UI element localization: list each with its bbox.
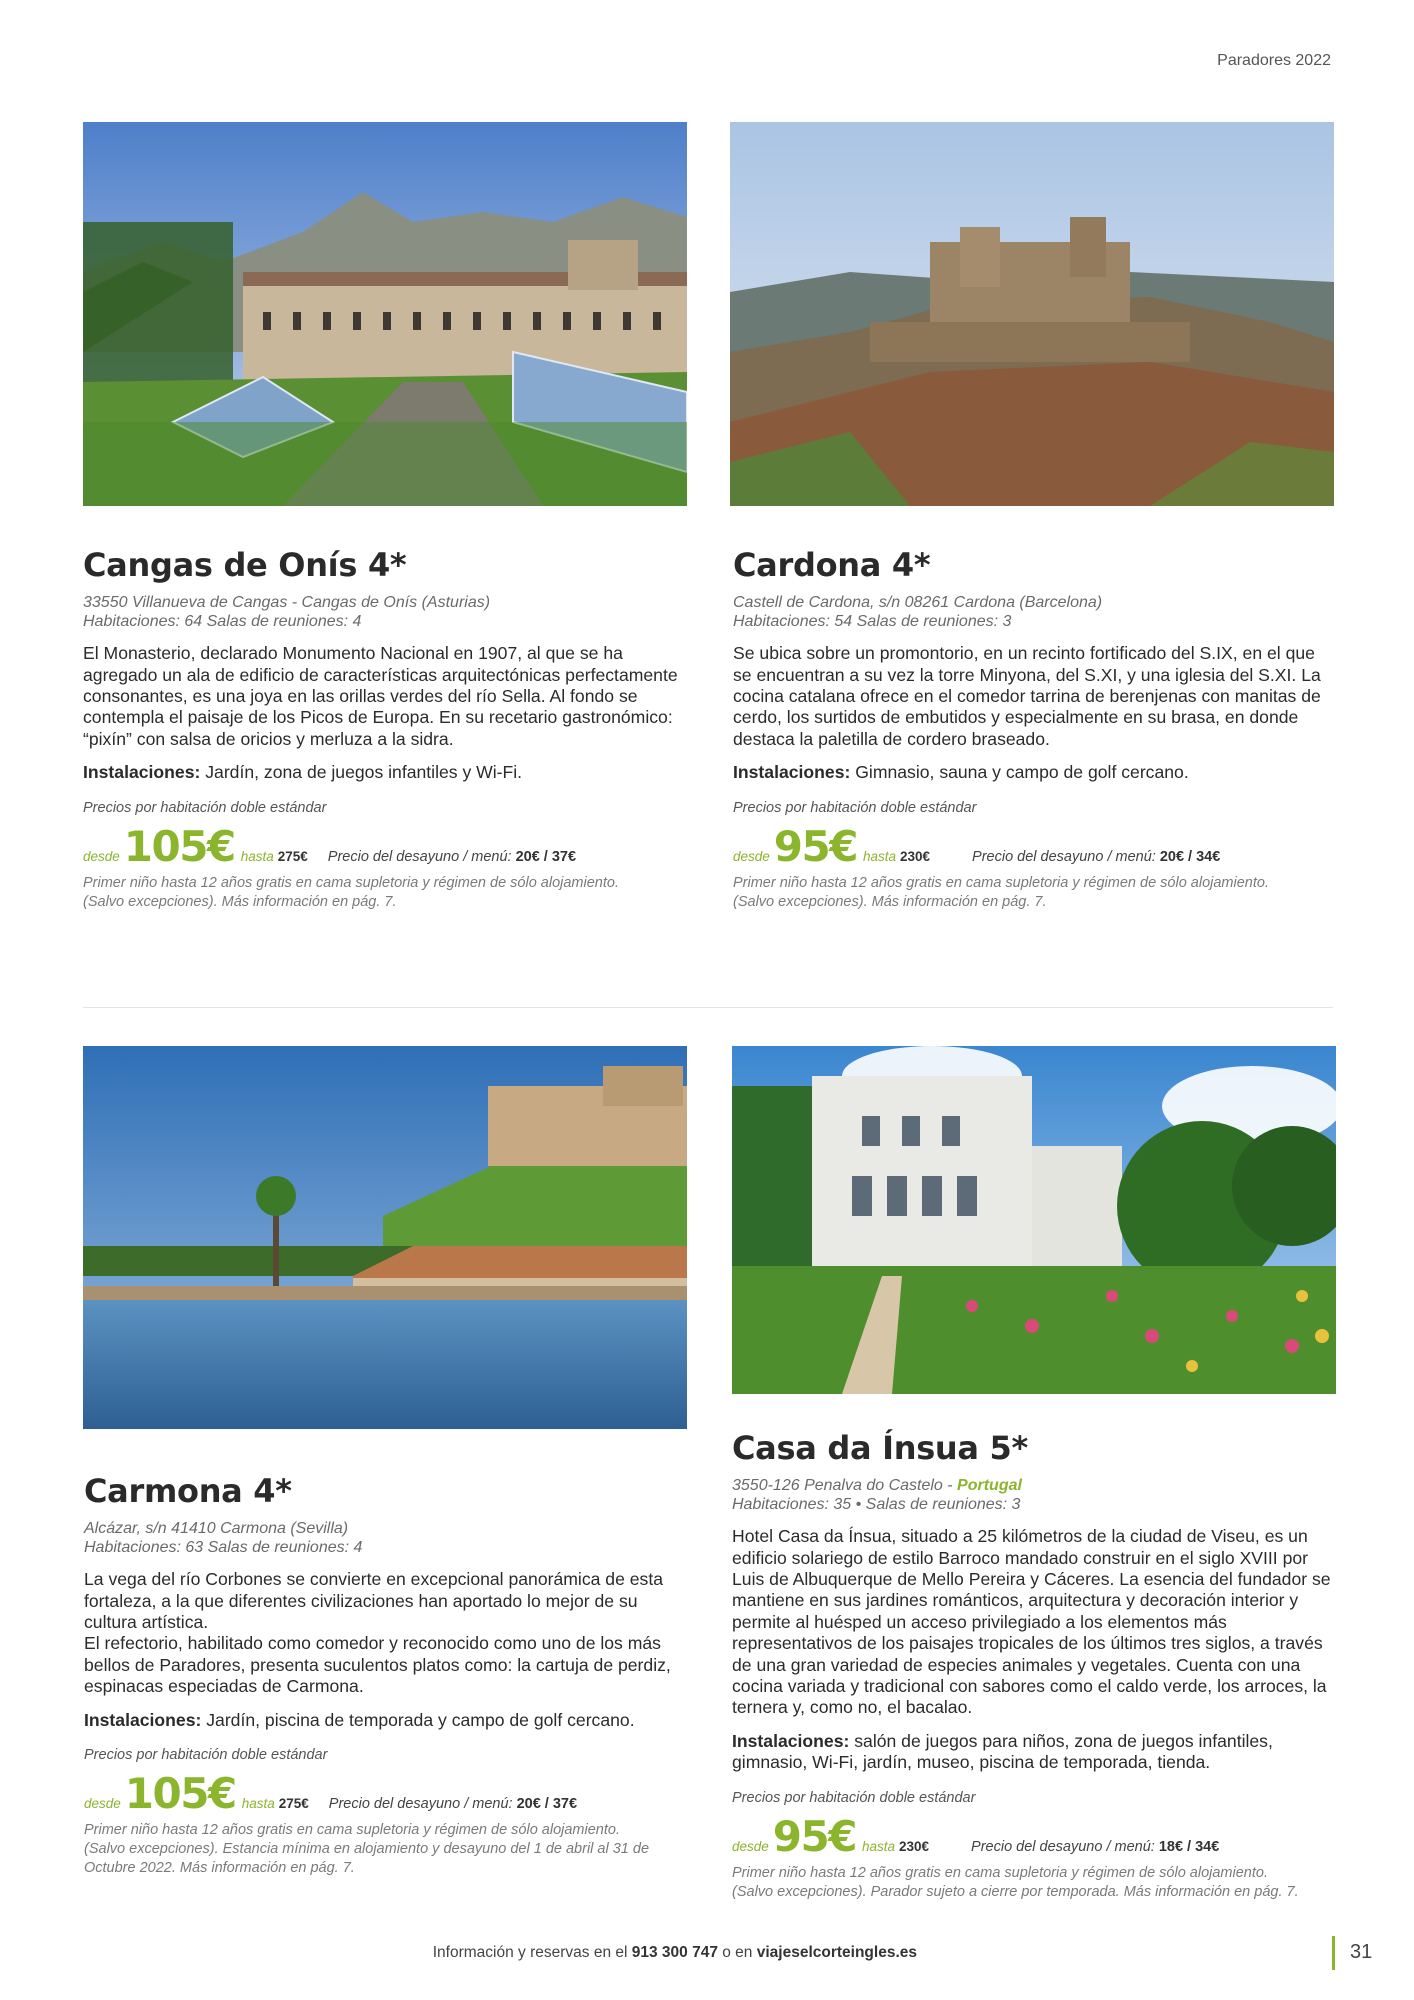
hotel-rooms: Habitaciones: 54 Salas de reuniones: 3: [733, 613, 1012, 631]
hotel-notes: Primer niño hasta 12 años gratis en cama supletoria y régimen de sólo alojamiento. (Salvo excepciones). Estancia mínima en alojamiento y desayuno del 1 de abril al 31 de Octubre 2022. Más información en pág. 7.: [84, 1822, 650, 1877]
hotel-rooms: Habitaciones: 64 Salas de reuniones: 4: [83, 613, 362, 631]
footer-info: Información y reservas en el 913 300 747 o en viajeselcorteingles.es: [432, 1944, 917, 1961]
hotel-card-casa-da-insua: [732, 1431, 1336, 1902]
hotel-address: 3550-126 Penalva do Castelo - Portugal: [732, 1477, 1022, 1495]
hotel-address: Castell de Cardona, s/n 08261 Cardona (Barcelona): [733, 594, 1103, 612]
price-label: Precios por habitación doble estándar: [84, 1747, 328, 1764]
hotel-address: Alcázar, s/n 41410 Carmona (Sevilla): [84, 1520, 349, 1538]
hotel-meta: [84, 1519, 688, 1557]
to-label: hasta: [241, 1796, 275, 1812]
hotel-installations: Instalaciones: Gimnasio, sauna y campo de golf cercano.: [733, 762, 1189, 783]
hotel-address: 33550 Villanueva de Cangas - Cangas de Onís (Asturias): [83, 594, 491, 612]
price-row: [84, 1769, 688, 1819]
hotel-card-carmona: [84, 1474, 688, 1878]
price-label: Precios por habitación doble estándar: [732, 1789, 976, 1806]
price-from: 105€: [124, 1769, 236, 1819]
hotel-rooms: Habitaciones: 63 Salas de reuniones: 4: [84, 1539, 363, 1557]
page-number: 31: [1350, 1941, 1373, 1963]
hotel-rooms: Habitaciones: 35 • Salas de reuniones: 3: [732, 1496, 1021, 1514]
section-divider: [83, 1007, 1333, 1008]
hotel-title: Casa da Ínsua 5*: [732, 1429, 1028, 1467]
hotel-description: Se ubica sobre un promontorio, en un recinto fortificado del S.IX, en el que se encuentran a su vez la torre Minyona, del S.XI, y una iglesia del S.XI. La cocina catalana ofrece en el comedor tarrina de berenjenas con manitas de cerdo, los surtidos de embutidos y especialmente en su brasa, en donde destaca la paletilla de cordero braseado.: [733, 643, 1321, 749]
hotel-notes: Primer niño hasta 12 años gratis en cama supletoria y régimen de sólo alojamiento. (Salvo excepciones). Más información en pág. 7.: [733, 874, 1269, 910]
price-to: 275€: [278, 1796, 309, 1812]
price-from: 95€: [773, 821, 857, 871]
hotel-installations: Instalaciones: Jardín, zona de juegos infantiles y Wi-Fi.: [83, 762, 523, 783]
price-from: 105€: [123, 821, 235, 871]
footer-divider-bar: [1332, 1936, 1335, 1970]
hotel-meta: [733, 593, 1337, 631]
hotel-description: Hotel Casa da Ínsua, situado a 25 kilómetros de la ciudad de Viseu, es un edificio solariego de estilo Barroco mandado construir en el siglo XVIII por Luis de Albuquerque de Mello Pereira y Cáceres. La esencia del fundador se mantiene en sus jardines románticos, arquitectura y decoración interior y permite al huésped un acceso privilegiado a los elementos más representativos de los paisajes tropicales de los últimos tres siglos, a través de una gran variedad de especies animales y vegetales. Cuenta con una cocina variada y tradicional con sabores como el caldo verde, los arroces, la ternera y, como no, el bacalao.: [732, 1526, 1331, 1718]
hotel-notes: Primer niño hasta 12 años gratis en cama supletoria y régimen de sólo alojamiento. (Salvo excepciones). Más información en pág. 7.: [83, 874, 619, 910]
breakfast-label: Precio del desayuno / menú:: [972, 848, 1156, 865]
footer-website-link[interactable]: viajeselcorteingles.es: [756, 1944, 917, 1961]
price-to: 275€: [277, 848, 308, 864]
from-label: desde: [733, 848, 770, 864]
price-row: [733, 822, 1337, 872]
from-label: desde: [732, 1838, 769, 1854]
price-row: [732, 1812, 1336, 1862]
price-to: 230€: [899, 1838, 930, 1854]
breakfast-value: 20€ / 37€: [515, 848, 577, 865]
hotel-notes: Primer niño hasta 12 años gratis en cama supletoria y régimen de sólo alojamiento. (Salvo excepciones). Parador sujeto a cierre por temporada. Más información en pág. 7.: [732, 1864, 1299, 1900]
to-label: hasta: [861, 1838, 895, 1854]
hotel-meta: [83, 593, 687, 631]
photo-carmona: [83, 1046, 687, 1429]
price-label: Precios por habitación doble estándar: [83, 799, 327, 816]
to-label: hasta: [862, 848, 896, 864]
hotel-card-cangas-de-onis: [83, 548, 687, 912]
breakfast-value: 20€ / 37€: [516, 1796, 578, 1813]
photo-cangas-de-onis: [83, 122, 687, 506]
price-row: [83, 822, 687, 872]
header-label: Paradores 2022: [1217, 52, 1331, 69]
breakfast-label: Precio del desayuno / menú:: [328, 1796, 513, 1813]
to-label: hasta: [240, 848, 274, 864]
footer-phone[interactable]: 913 300 747: [631, 1944, 718, 1961]
from-label: desde: [84, 1796, 121, 1812]
price-to: 230€: [900, 848, 931, 864]
breakfast-value: 20€ / 34€: [1159, 848, 1221, 865]
hotel-title: Cardona 4*: [733, 546, 931, 584]
photo-casa-da-insua: [732, 1046, 1336, 1394]
breakfast-value: 18€ / 34€: [1158, 1838, 1220, 1855]
photo-cardona: [730, 122, 1334, 506]
hotel-description: El Monasterio, declarado Monumento Nacional en 1907, al que se ha agregado un ala de edificio de características arquitectónicas perfectamente consonantes, es una joya en las orillas verdes del río Sella. Al fondo se contempla el paisaje de los Picos de Europa. En su recetario gastronómico: “pixín” con salsa de oricios y merluza a la sidra.: [83, 643, 678, 749]
breakfast-label: Precio del desayuno / menú:: [971, 1838, 1155, 1855]
price-from: 95€: [772, 1811, 856, 1861]
hotel-installations: Instalaciones: salón de juegos para niños, zona de juegos infantiles, gimnasio, Wi-Fi, jardín, museo, piscina de temporada, tienda.: [732, 1730, 1273, 1773]
hotel-title: Carmona 4*: [84, 1472, 292, 1510]
from-label: desde: [83, 848, 120, 864]
hotel-title: Cangas de Onís 4*: [83, 546, 407, 584]
hotel-installations: Instalaciones: Jardín, piscina de temporada y campo de golf cercano.: [84, 1709, 635, 1730]
price-label: Precios por habitación doble estándar: [733, 799, 977, 816]
breakfast-label: Precio del desayuno / menú:: [327, 848, 512, 865]
hotel-description: La vega del río Corbones se convierte en excepcional panorámica de esta fortaleza, a la que diferentes civilizaciones han aportado lo mejor de su cultura artística. El refectorio, habilitado como comedor y reconocido como uno de los más bellos de Paradores, presenta suculentos platos como: la cartuja de perdiz, espinacas especiadas de Carmona.: [84, 1569, 671, 1697]
hotel-meta: [732, 1476, 1336, 1514]
hotel-card-cardona: [733, 548, 1337, 912]
